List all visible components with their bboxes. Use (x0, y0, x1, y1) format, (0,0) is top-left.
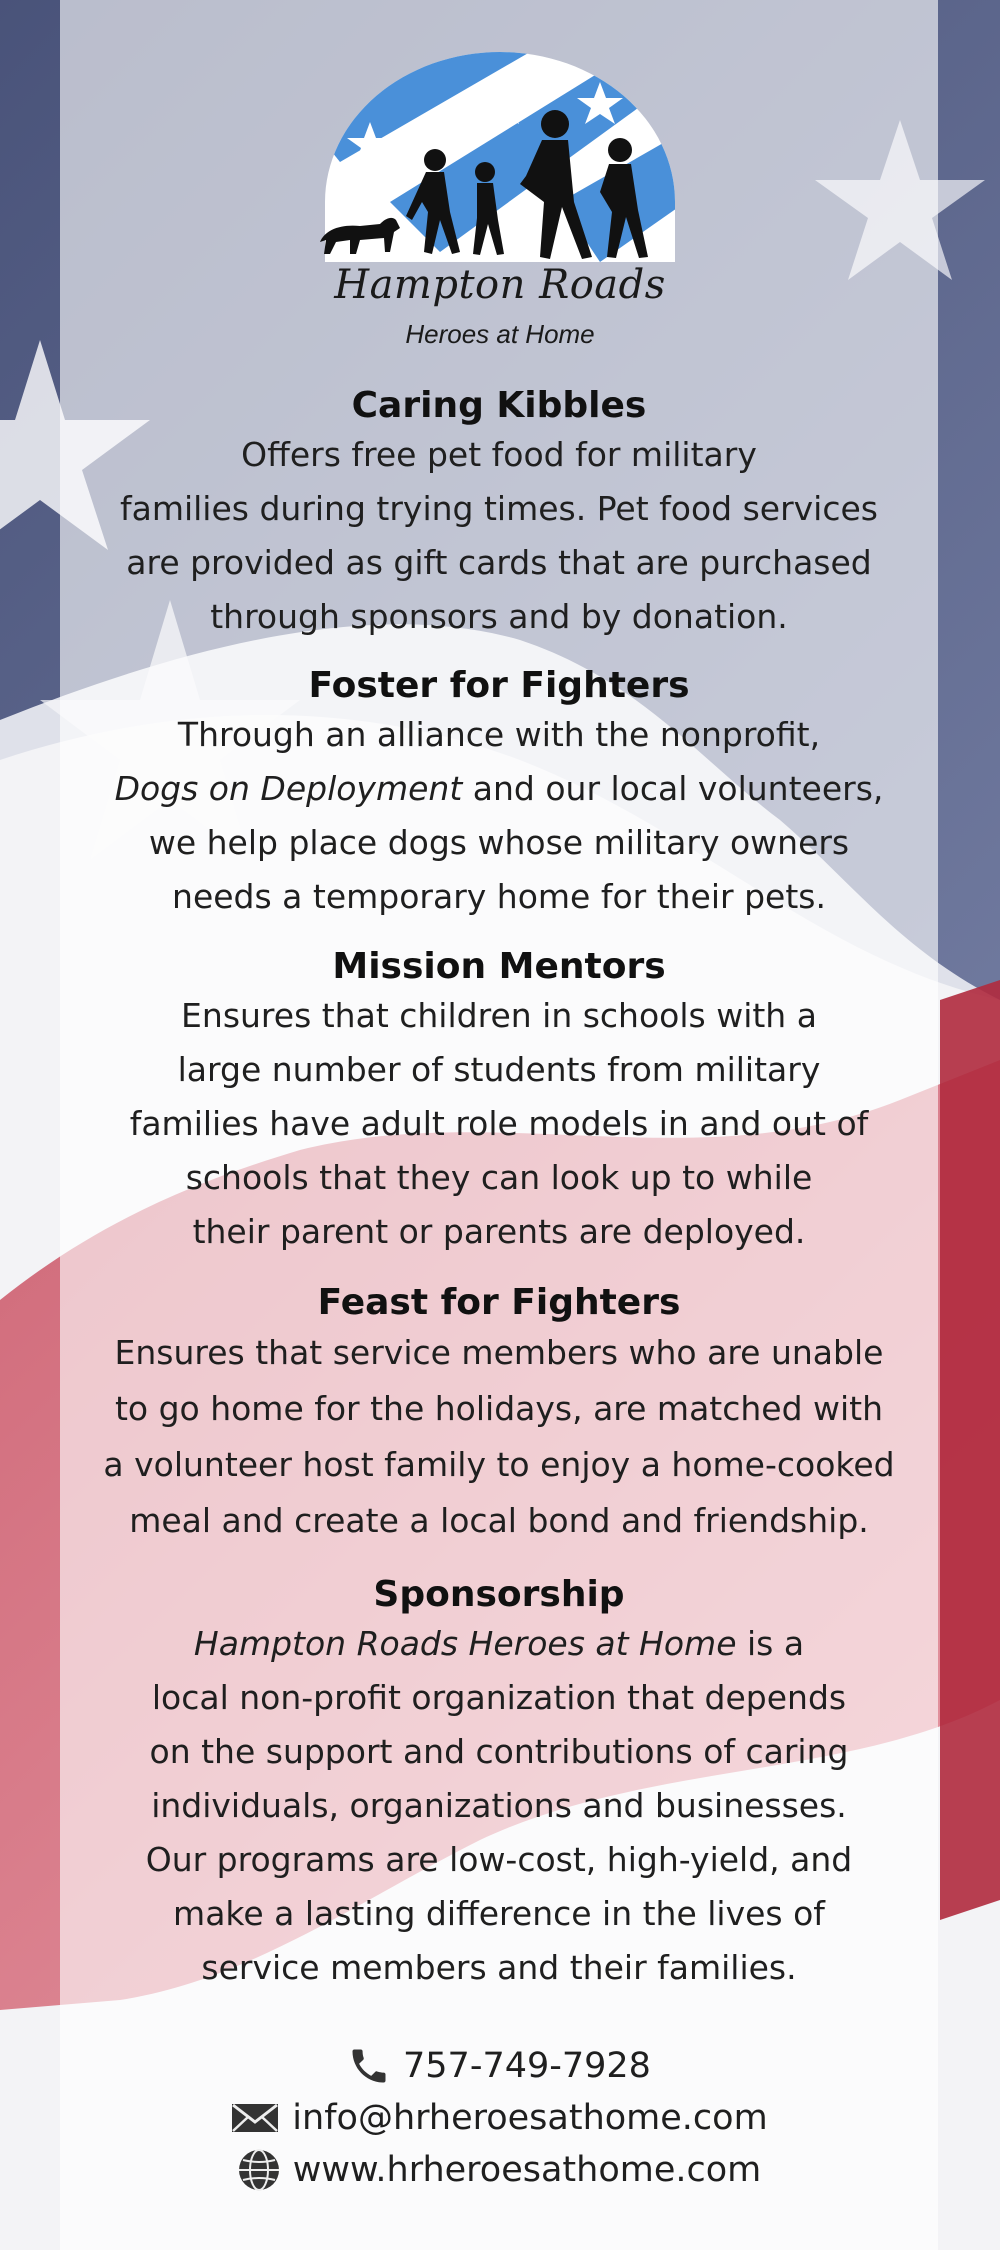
flyer-content (60, 0, 938, 2250)
body-line-rest: is a (747, 1624, 805, 1663)
globe-icon (237, 2148, 281, 2192)
body-line: on the support and contributions of caring (149, 1732, 849, 1771)
body-line: service members and their families. (201, 1948, 797, 1987)
body-line: meal and create a local bond and friendship. (129, 1501, 869, 1540)
section-feast-for-fighters (60, 1281, 938, 1549)
body-line: large number of students from military (177, 1050, 821, 1089)
body-line: make a lasting difference in the lives of (173, 1894, 825, 1933)
logo-subtitle: Heroes at Home (405, 319, 595, 349)
phone-row[interactable] (60, 2040, 938, 2092)
body-line: families have adult role models in and out of (129, 1104, 869, 1143)
logo-title: Hampton Roads (334, 262, 666, 308)
body-line: Through an alliance with the nonprofit, (177, 715, 821, 754)
section-heading: Foster for Fighters (308, 665, 690, 706)
website-row[interactable] (60, 2144, 938, 2196)
logo (300, 52, 700, 352)
body-line: a volunteer host family to enjoy a home-cooked (103, 1445, 895, 1484)
body-line: to go home for the holidays, are matched with (114, 1389, 884, 1428)
envelope-icon (230, 2100, 280, 2136)
body-line: families during trying times. Pet food services (119, 489, 878, 528)
section-body (60, 708, 938, 924)
dogs-on-deployment-name: Dogs on Deployment (114, 769, 463, 808)
body-line-rest: and our local volunteers, (472, 769, 884, 808)
body-line (60, 762, 938, 816)
body-line: Our programs are low-cost, high-yield, and (145, 1840, 853, 1879)
website-url[interactable]: www.hrheroesathome.com (292, 2150, 762, 2190)
body-line: local non-profit organization that depends (151, 1678, 847, 1717)
body-line: Ensures that children in schools with a (181, 996, 817, 1035)
section-body (60, 1617, 938, 1995)
phone-icon (347, 2044, 391, 2088)
body-line: individuals, organizations and businesses. (151, 1786, 847, 1825)
email-row[interactable] (60, 2092, 938, 2144)
section-mission-mentors (60, 945, 938, 1259)
section-body (60, 989, 938, 1259)
section-foster-for-fighters (60, 664, 938, 924)
section-body (60, 1325, 938, 1549)
section-sponsorship (60, 1573, 938, 1995)
body-line (60, 1617, 938, 1671)
contact-info (60, 2040, 938, 2196)
body-line: are provided as gift cards that are purchased (126, 543, 872, 582)
section-body (60, 428, 938, 644)
organization-name: Hampton Roads Heroes at Home (193, 1624, 737, 1663)
body-line: Offers free pet food for military (241, 435, 757, 474)
section-heading: Caring Kibbles (351, 385, 647, 426)
email-address[interactable]: info@hrheroesathome.com (292, 2098, 768, 2138)
section-heading: Sponsorship (373, 1574, 625, 1615)
body-line: needs a temporary home for their pets. (172, 877, 826, 916)
body-line: through sponsors and by donation. (210, 597, 788, 636)
body-line: schools that they can look up to while (185, 1158, 813, 1197)
section-heading: Feast for Fighters (317, 1282, 681, 1323)
logo-graphic (300, 52, 700, 262)
body-line: their parent or parents are deployed. (192, 1212, 806, 1251)
section-caring-kibbles (60, 384, 938, 644)
body-line: Ensures that service members who are unable (114, 1333, 884, 1372)
section-heading: Mission Mentors (332, 946, 666, 987)
body-line: we help place dogs whose military owners (148, 823, 850, 862)
phone-number[interactable]: 757-749-7928 (403, 2046, 651, 2086)
